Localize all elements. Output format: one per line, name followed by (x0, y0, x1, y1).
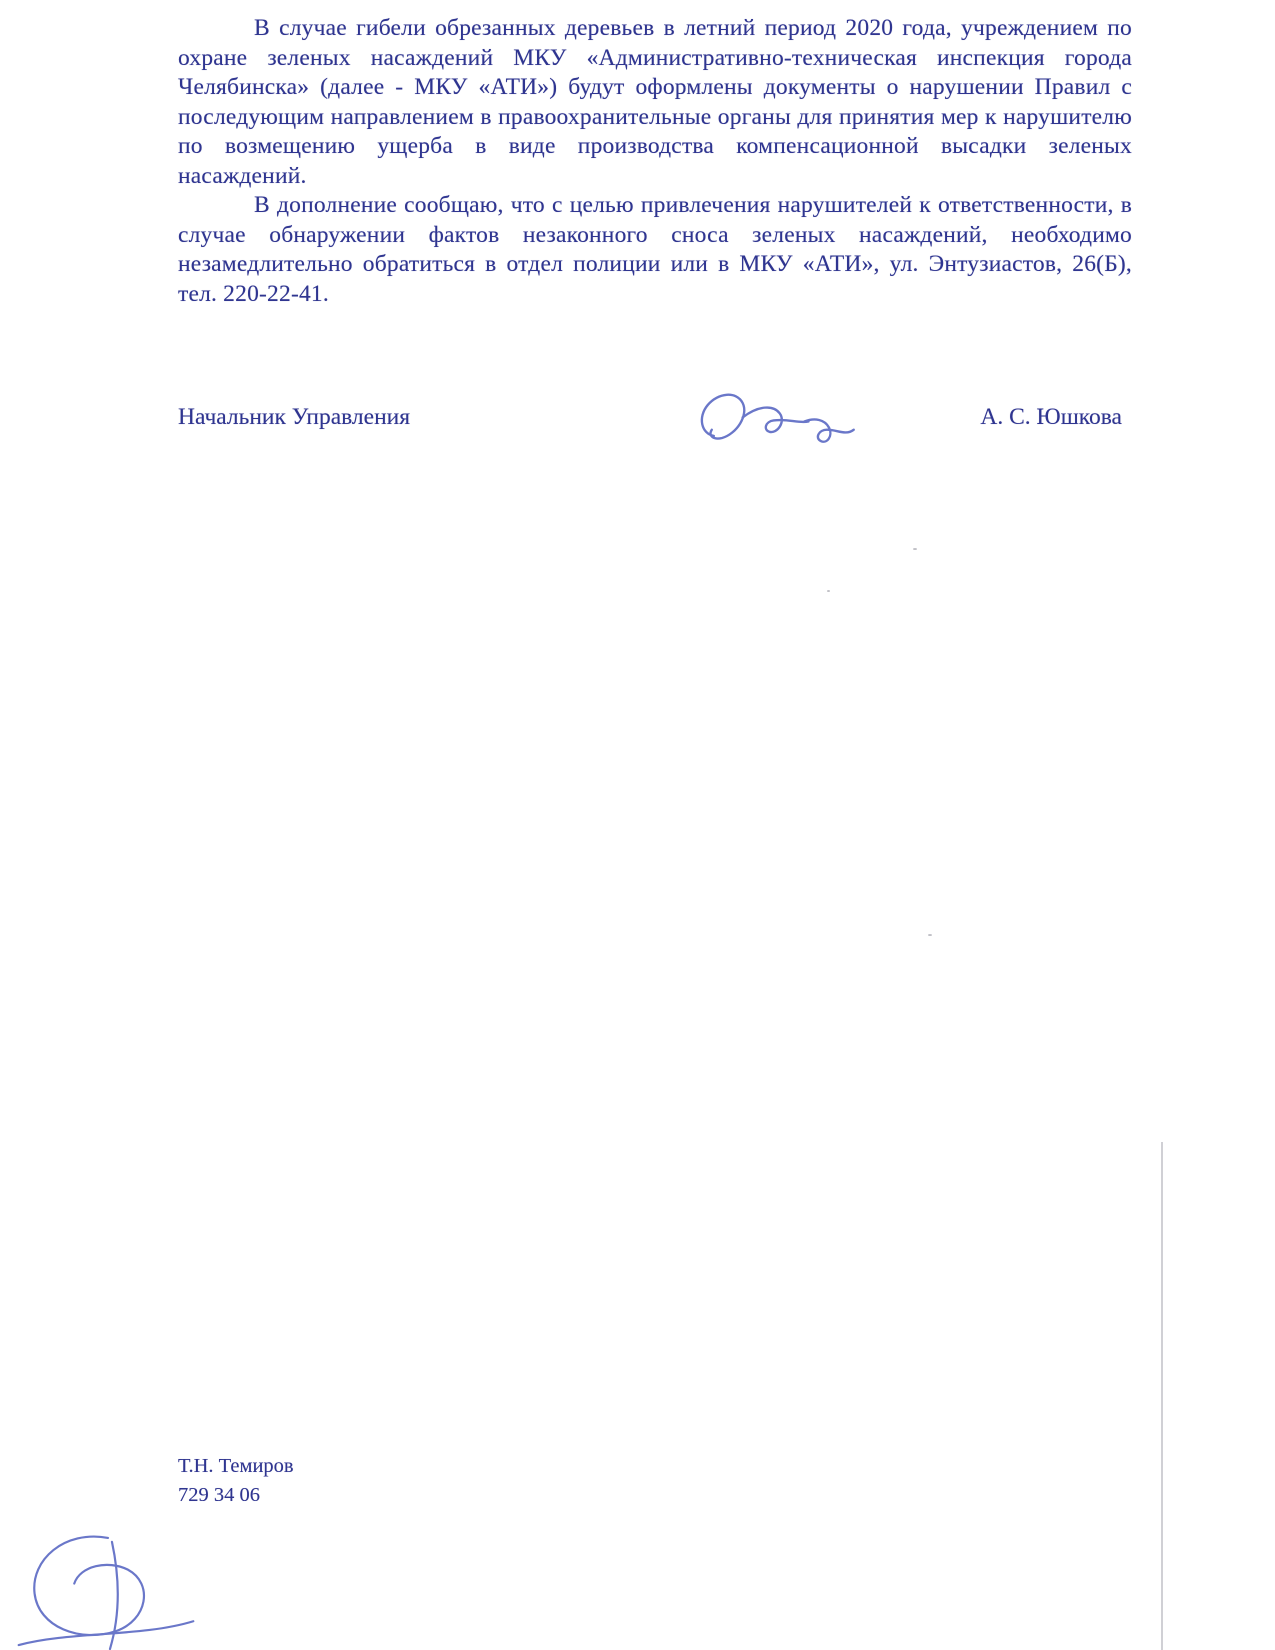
handwritten-paraph (16, 1526, 196, 1650)
signature-block (178, 404, 1122, 431)
scan-speck (827, 590, 830, 592)
handwritten-signature (683, 382, 863, 460)
scan-artifact-line (1161, 1142, 1163, 1650)
signer-name: А. С. Юшкова (980, 404, 1122, 430)
letter-body (178, 14, 1132, 309)
scan-speck (928, 934, 932, 936)
scan-speck (913, 548, 917, 550)
body-paragraph-2: В дополнение сообщаю, что с целью привлечения нарушителей к ответственности, в случае обнаружении фактов незаконного сноса зеленых насаждений, необходимо незамедлительно обратиться в отдел полиции или в МКУ «АТИ», ул. Энтузиастов, 26(Б), тел. 220-22-41. (178, 192, 1132, 307)
position-title: Начальник Управления (178, 404, 411, 430)
executor-name: Т.Н. Темиров (178, 1455, 294, 1477)
executor-info (178, 1452, 294, 1510)
executor-phone: 729 34 06 (178, 1484, 260, 1506)
body-paragraph-1: В случае гибели обрезанных деревьев в летний период 2020 года, учреждением по охране зеленых насаждений МКУ «Административно-техническая инспекция города Челябинска» (далее - МКУ «АТИ») будут оформлены документы о нарушении Правил с последующим направлением в правоохранительные органы для принятия мер к нарушителю по возмещению ущерба в виде производства компенсационной высадки зеленых насаждений. (178, 15, 1132, 189)
